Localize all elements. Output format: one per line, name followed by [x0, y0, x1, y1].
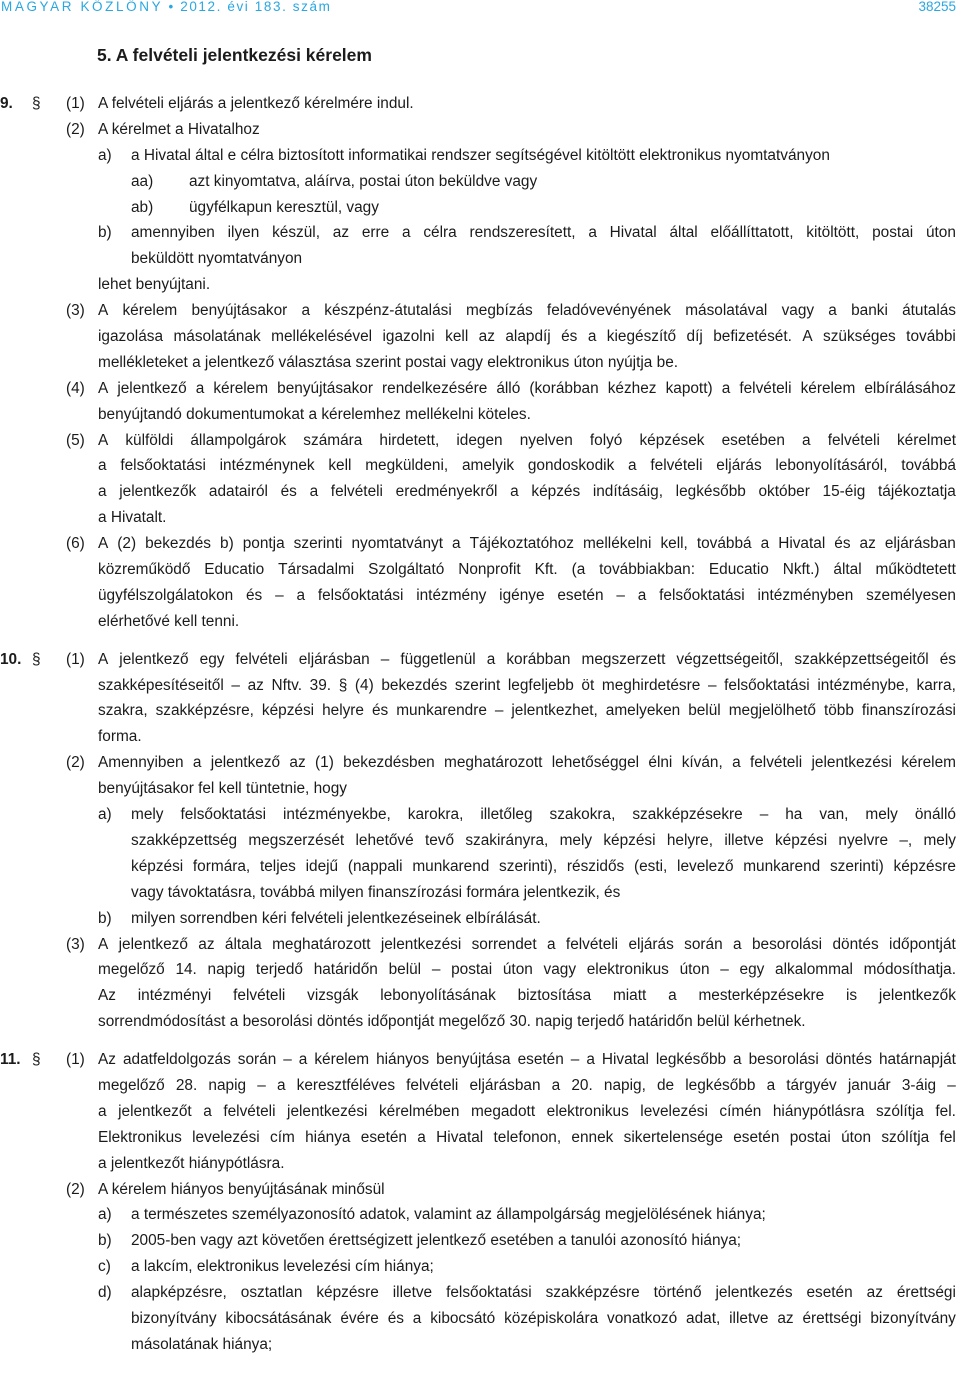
text-line: mellékleteket a jelentkező választása szerint postai vagy elektronikus úton nyújtja be. [98, 353, 679, 371]
text-line: lehet benyújtani. [98, 276, 211, 294]
section-sign: § [32, 650, 41, 668]
text-line: sorrendmódosítást a besorolási döntés időpontját megelőző 30. napig terjedő határidőn belül kérhetnek. [98, 1013, 806, 1031]
subsection-number: (1) [66, 1051, 85, 1069]
text-line: megelőző 14. napig terjedő határidőn belül – postai úton vagy elektronikus úton – egy alkalommal módosíthatja. [98, 961, 956, 979]
text-line: a felsőoktatási intézménynek kell megküldeni, amelyik gondoskodik a felvételi eljárás lebonyolításáról, továbbá [98, 457, 956, 475]
text-line: Az intézményi felvételi vizsgák lebonyolításának biztosítása miatt a mesterképzésekre is jelentkezők [98, 987, 956, 1005]
text-line: 2005-ben vagy azt követően érettségizett jelentkező esetében a tanulói azonosító hiánya; [131, 1232, 742, 1250]
paragraph-11 [0, 1047, 960, 1358]
point-label: a) [98, 1206, 112, 1224]
point-label: c) [98, 1258, 111, 1276]
subsection-number: (1) [66, 95, 85, 112]
paragraph-number: 9. [0, 95, 13, 112]
text-line: szakképzettség megszerzését lehetővé tevő szakirányra, mely képzési helyre, illetve képzési nyelvre –, mely [131, 831, 956, 849]
subsection-number: (2) [66, 754, 85, 772]
text-line: A jelentkező a kérelem benyújtásakor rendelkezésére álló (korábban kézhez kapott) a felvételi kérelem elbírálásához [98, 379, 956, 397]
text-line: A jelentkező az általa meghatározott jelentkezési sorrendet a felvételi eljárás során a besorolási döntés időpontját [98, 935, 956, 953]
text-line: Az adatfeldolgozás során – a kérelem hiányos benyújtása esetén – a Hivatal legkésőbb a besorolási döntés határnapját [98, 1051, 956, 1069]
subsection-number: (3) [66, 935, 85, 953]
subsection-number: (5) [66, 431, 85, 449]
point-label: b) [98, 224, 112, 242]
text-line: A kérelmet a Hivatalhoz [98, 120, 260, 138]
subpoint-label: aa) [131, 172, 154, 190]
text-line: forma. [98, 728, 142, 746]
text-line: szakra, szakképzésre, képzési helyre és munkarendre – jelentkezhet, amelyeken belül megjelölhető több finanszírozási [98, 702, 956, 720]
text-line: milyen sorrendben kéri felvételi jelentkezéseinek elbírálását. [131, 909, 541, 927]
publication-name: MAGYAR KÖZLÖNY [1, 0, 164, 14]
text-line: megelőző 28. napig – a keresztféléves felvételi eljárásban a 20. napig, de legkésőbb a tárgyév január 3-áig – [98, 1076, 956, 1094]
text-line: A külföldi állampolgárok számára hirdetett, idegen nyelven folyó képzések esetében a felvételi kérelmet [98, 431, 956, 449]
subsection-number: (2) [66, 1180, 85, 1198]
header-bullet: • [168, 0, 175, 14]
text-line: Amennyiben a jelentkező az (1) bekezdésben meghatározott lehetőséggel élni kíván, a felvételi jelentkezési kérelem [98, 754, 956, 772]
subsection-number: (2) [66, 120, 85, 138]
text-line: A kérelem hiányos benyújtásának minősül [98, 1180, 385, 1198]
point-label: d) [98, 1284, 112, 1302]
text-line: amennyiben ilyen készül, az erre a célra rendszeresített, a Hivatal által előállíttatott, kitöltött, postai úton [131, 224, 956, 242]
paragraph-10 [0, 647, 960, 1035]
text-line: a lakcím, elektronikus levelezési cím hiánya; [131, 1258, 434, 1276]
subpoint-label: ab) [131, 198, 154, 216]
text-line: vagy távoktatásra, továbbá milyen finanszírozási formára jelentkezik, és [131, 883, 621, 901]
text-line: a természetes személyazonosító adatok, valamint az állampolgárság megjelölésének hiánya; [131, 1206, 766, 1224]
page-number: 38255 [918, 0, 956, 14]
text-line: a Hivatal által e célra biztosított informatikai rendszer segítségével kitöltött elektronikus nyomtatványon [131, 146, 830, 164]
text-line: beküldött nyomtatványon [131, 250, 303, 268]
text-line: közreműködő Educatio Társadalmi Szolgáltató Nonprofit Kft. (a továbbiakban: Educatio Nkft.) által működtetett [98, 561, 956, 579]
text-line: A felvételi eljárás a jelentkező kérelmére indul. [98, 95, 414, 112]
paragraph-number: 10. [0, 650, 22, 668]
text-line: képzési formára, teljes idejű (nappali munkarend szerinti), részidős (esti, levelező munkarend szerinti) képzésre [131, 857, 956, 875]
text-line: elérhetővé kell tenni. [98, 612, 240, 630]
text-line: a Hivatalt. [98, 509, 167, 527]
text-line: A jelentkező egy felvételi eljárásban – függetlenül a korábban megszerzett végzettségeitől, szakképzettségeitől és [98, 650, 956, 668]
point-label: b) [98, 909, 112, 927]
subsection-number: (6) [66, 535, 85, 553]
text-line: másolatának hiánya; [131, 1335, 273, 1353]
section-sign: § [32, 95, 41, 112]
text-line: A (2) bekezdés b) pontja szerinti nyomtatványt a Tájékoztatóhoz mellékelni kell, továbbá a Hivatal és az eljárásban [98, 535, 956, 553]
text-line: a jelentkezőt a felvételi jelentkezési kérelmében megadott elektronikus levelezési címén hiánypótlásra szólítja fel. [98, 1102, 956, 1120]
text-line: a jelentkezők adatairól és a felvételi eredményekről a képzés indításáig, legkésőbb október 15-éig tájékoztatja [98, 483, 956, 501]
text-line: azt kinyomtatva, aláírva, postai úton beküldve vagy [189, 172, 538, 190]
text-line: igazolása másolatának mellékelésével igazolni kell az alapdíj és a kiegészítő díj befizetését. A szükséges további [98, 328, 956, 346]
text-line: alapképzésre, osztatlan képzésre illetve felsőoktatási szakképzésre történő jelentkezés esetén az érettségi [131, 1284, 956, 1302]
subsection-number: (1) [66, 650, 85, 668]
point-label: b) [98, 1232, 112, 1250]
text-line: a jelentkezőt hiánypótlásra. [98, 1154, 285, 1172]
text-line: benyújtandó dokumentumokat a kérelemhez mellékelni köteles. [98, 405, 531, 423]
subsection-number: (4) [66, 379, 85, 397]
text-line: ügyfélszolgálatokon és – a felsőoktatási intézmény igénye esetén – a felsőoktatási intézményben személyesen [98, 586, 956, 604]
text-line: szakképesítéseitől – az Nftv. 39. § (4) bekezdés szerint legfeljebb öt meghirdetésre – felsőoktatási intézménybe, karra, [98, 676, 956, 694]
header-publication-info [1, 0, 331, 14]
text-line: Elektronikus levelezési cím hiánya esetén a Hivatal telefonon, ennek sikertelensége esetén postai úton szólítja fel [98, 1128, 956, 1146]
paragraph-number: 11. [0, 1051, 21, 1069]
point-label: a) [98, 806, 112, 824]
text-line: ügyfélkapun keresztül, vagy [189, 198, 379, 216]
section-title: 5. A felvételi jelentkezési kérelem [97, 45, 372, 65]
section-sign: § [32, 1051, 41, 1069]
text-line: mely felsőoktatási intézményekbe, karokra, illetőleg szakokra, szakképzésekre – ha van, mely önálló [131, 806, 956, 824]
issue-number: 2012. évi 183. szám [180, 0, 332, 14]
document-body [0, 91, 960, 1358]
page-header [0, 0, 960, 14]
paragraph-9 [0, 91, 960, 635]
point-label: a) [98, 146, 112, 164]
text-line: bizonyítvány kibocsátásának évére és a kibocsátó középiskolára vonatkozó adat, illetve az érettségi bizonyítvány [131, 1309, 956, 1327]
subsection-number: (3) [66, 302, 85, 320]
text-line: A kérelem benyújtásakor a készpénz-átutalási megbízás feladóvevényének másolatával vagy a banki átutalás [98, 302, 956, 320]
text-line: benyújtásakor fel kell tüntetnie, hogy [98, 780, 347, 798]
